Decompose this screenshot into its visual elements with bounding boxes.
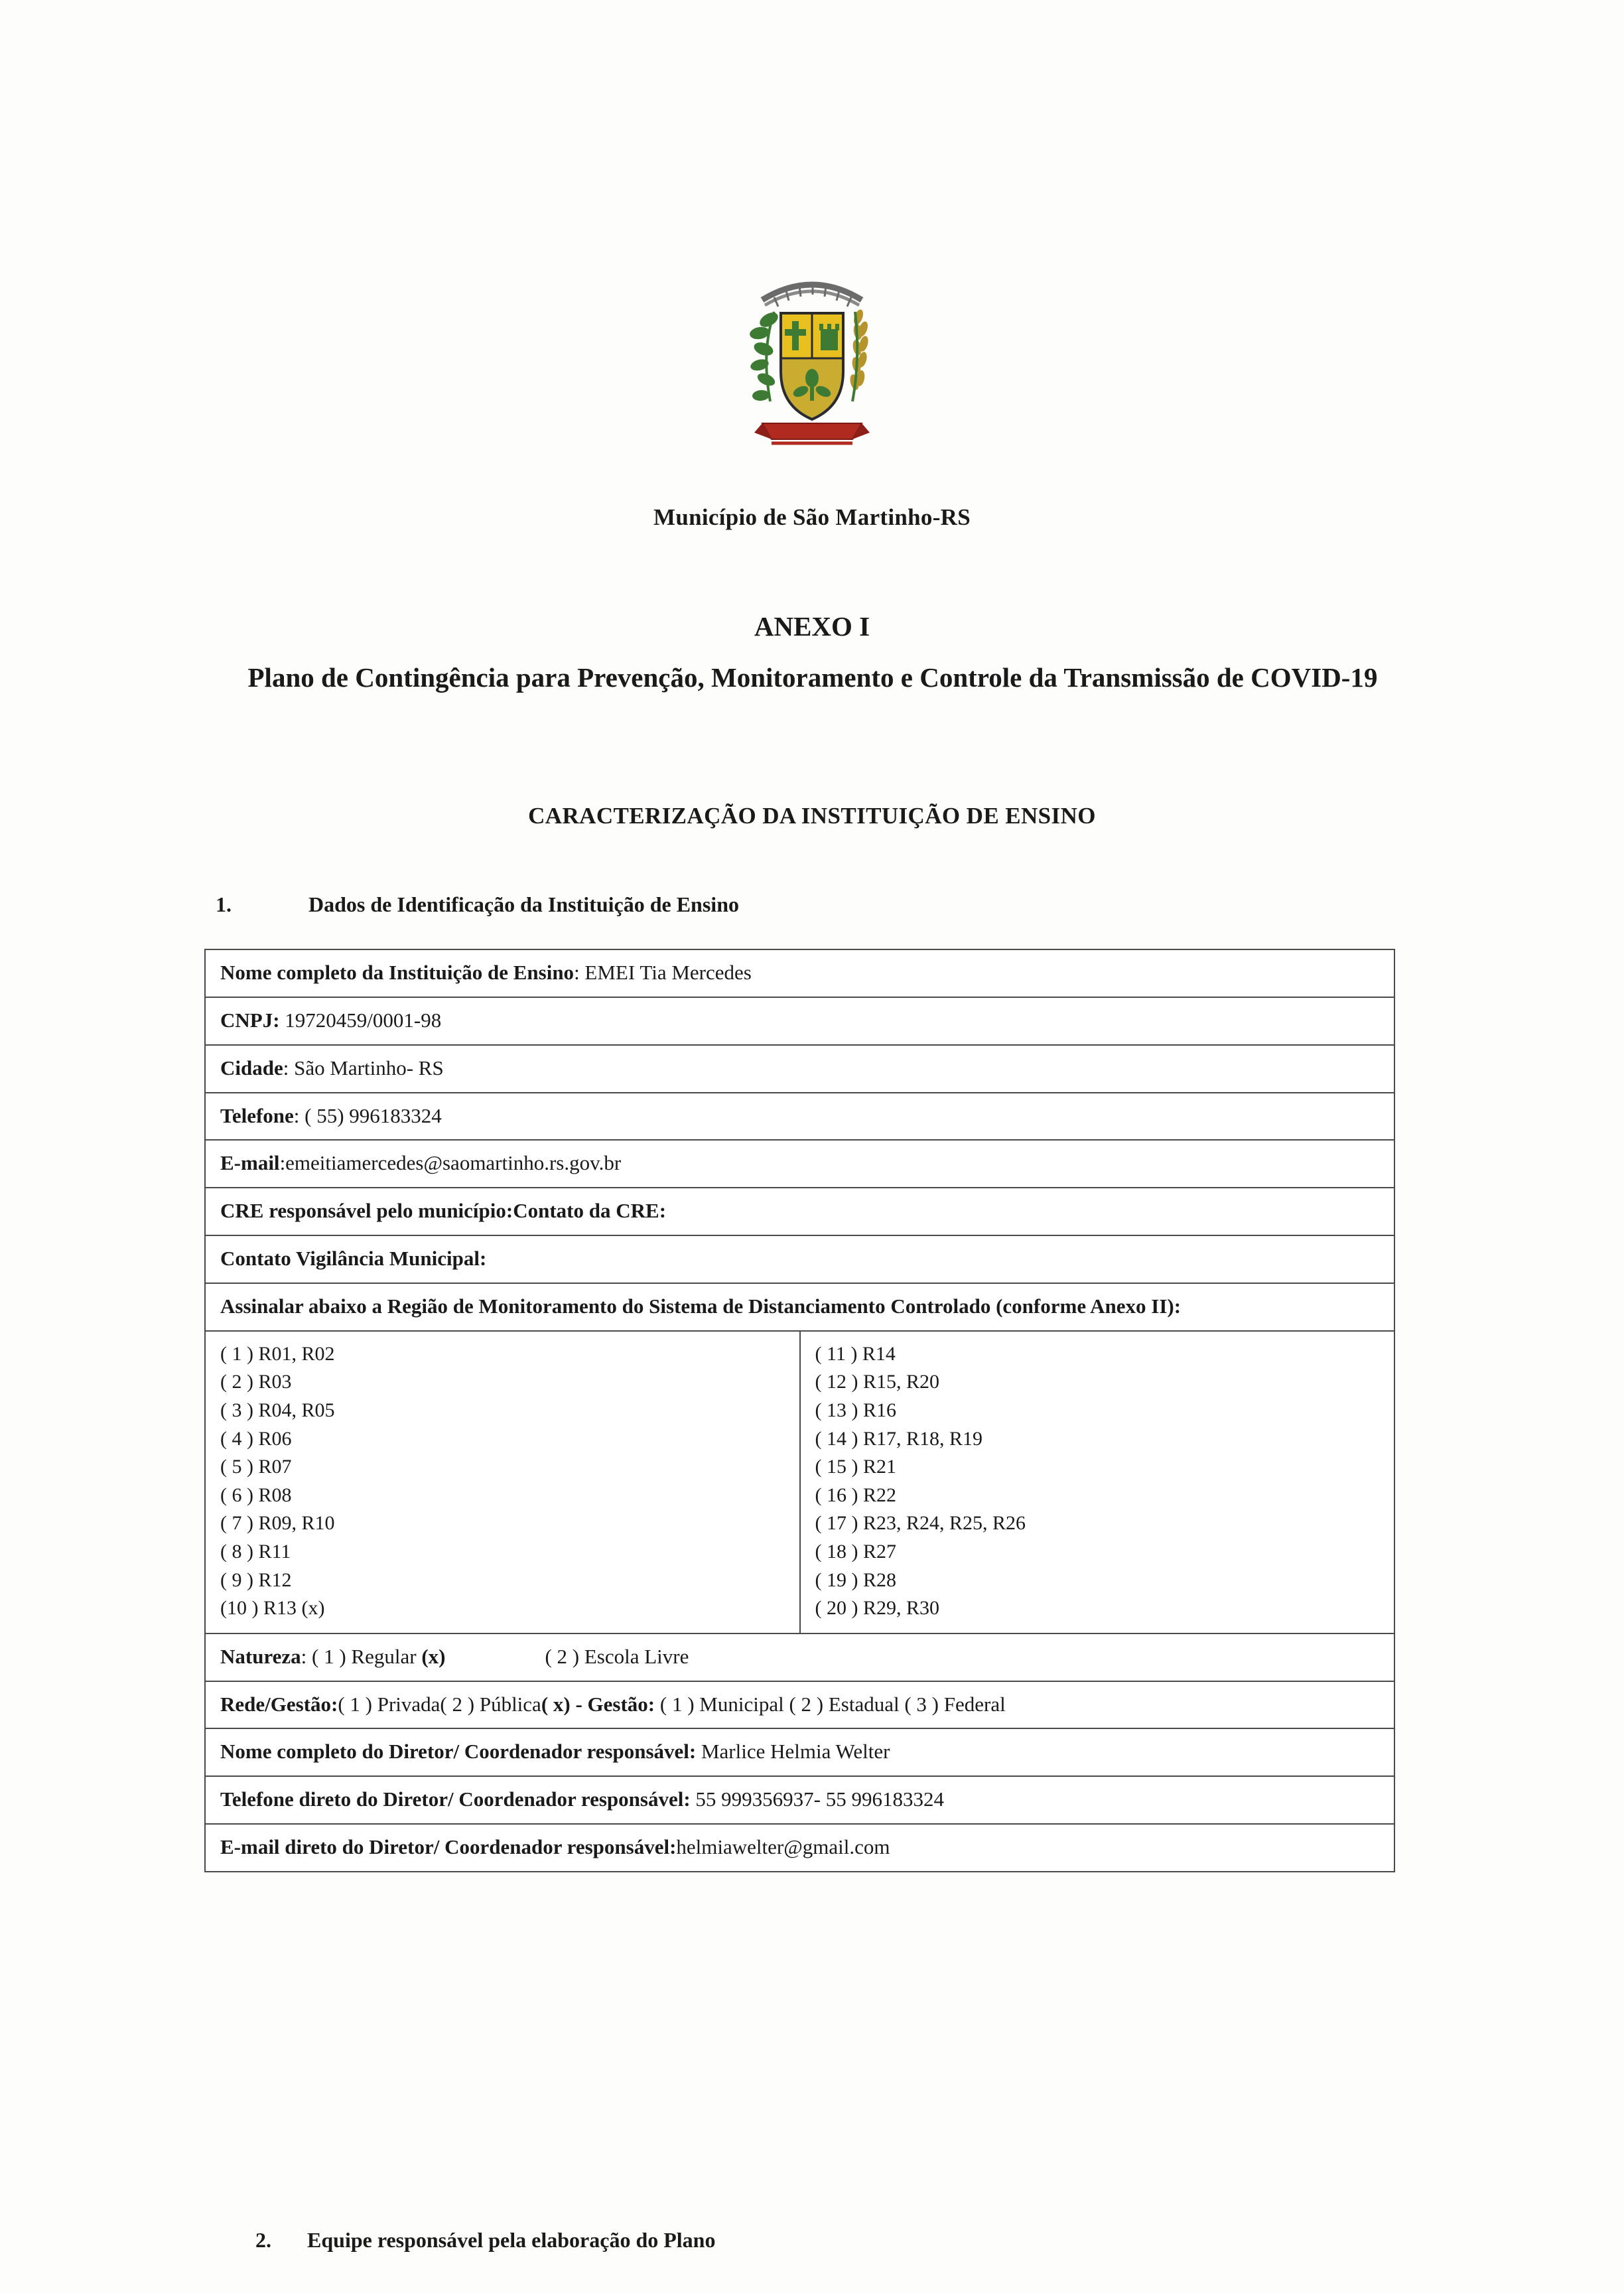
label-director-name: Nome completo do Diretor/ Coordenador responsável:	[220, 1740, 697, 1764]
coat-of-arms	[0, 265, 1624, 458]
region-option[interactable]: ( 14 ) R17, R18, R19	[815, 1427, 983, 1450]
region-option[interactable]: ( 13 ) R16	[815, 1399, 896, 1421]
section-1-heading	[216, 892, 739, 917]
value-email: :emeitiamercedes@saomartinho.rs.gov.br	[279, 1151, 622, 1175]
table-row	[205, 1045, 1394, 1093]
label-email: E-mail	[220, 1151, 280, 1175]
table-row	[205, 949, 1394, 997]
region-option[interactable]: ( 18 ) R27	[815, 1540, 896, 1563]
row-cre	[205, 1188, 1394, 1235]
section-2-label: Equipe responsável pela elaboração do Plano	[307, 2228, 716, 2252]
region-option[interactable]: ( 16 ) R22	[815, 1484, 896, 1506]
row-health-surveillance	[205, 1235, 1394, 1283]
row-network-management	[205, 1681, 1394, 1729]
label-phone: Telefone	[220, 1103, 294, 1127]
label-region-instruction: Assinalar abaixo a Região de Monitoramento do Sistema de Distanciamento Controlado (conforme Anexo II):	[220, 1294, 1182, 1318]
row-director-email	[205, 1824, 1394, 1872]
network-checkmark[interactable]: ( x) - Gestão:	[541, 1692, 655, 1716]
row-director-name	[205, 1728, 1394, 1776]
region-option[interactable]: ( 19 ) R28	[815, 1568, 896, 1591]
annex-title: ANEXO I	[754, 611, 870, 642]
label-cre-contact: Contato da CRE:	[513, 1199, 667, 1223]
label-city: Cidade	[220, 1056, 283, 1079]
region-option[interactable]: ( 3 ) R04, R05	[220, 1399, 335, 1421]
table-row	[205, 1188, 1394, 1235]
plan-title: Plano de Contingência para Prevenção, Monitoramento e Controle da Transmissão de COVID-19	[247, 662, 1378, 693]
label-nature: Natureza	[220, 1644, 301, 1668]
value-city: : São Martinho- RS	[283, 1056, 444, 1079]
value-director-name: Marlice Helmia Welter	[696, 1740, 890, 1764]
section-2-number: 2.	[255, 2228, 271, 2252]
label-health-surveillance: Contato Vigilância Municipal:	[220, 1247, 487, 1271]
value-cnpj: 19720459/0001-98	[279, 1008, 442, 1032]
row-cnpj	[205, 997, 1394, 1045]
label-institution-name: Nome completo da Instituição de Ensino	[220, 961, 575, 984]
section-1-number: 1.	[216, 892, 232, 916]
region-list-2	[815, 1340, 1383, 1623]
value-network-a[interactable]: ( 1 ) Privada( 2 ) Pública	[338, 1692, 541, 1716]
region-option-selected[interactable]: (10 ) R13 (x)	[220, 1597, 325, 1620]
section-1-label: Dados de Identificação da Instituição de Ensino	[308, 892, 739, 916]
region-list-1	[220, 1340, 787, 1623]
crest-graphic	[722, 265, 902, 458]
table-row	[205, 1093, 1394, 1141]
label-network: Rede/Gestão:	[220, 1692, 338, 1716]
region-option[interactable]: ( 9 ) R12	[220, 1568, 292, 1591]
table-row	[205, 1140, 1394, 1188]
label-director-email: E-mail direto do Diretor/ Coordenador responsável:	[220, 1835, 677, 1859]
region-column-2	[800, 1331, 1395, 1633]
region-option[interactable]: ( 4 ) R06	[220, 1427, 292, 1450]
region-option[interactable]: ( 20 ) R29, R30	[815, 1597, 939, 1620]
region-column-1	[205, 1331, 800, 1633]
region-option[interactable]: ( 11 ) R14	[815, 1342, 896, 1365]
table-row	[205, 997, 1394, 1045]
region-option[interactable]: ( 2 ) R03	[220, 1371, 292, 1393]
nature-checkmark[interactable]: (x)	[421, 1644, 446, 1668]
region-option[interactable]: ( 1 ) R01, R02	[220, 1342, 335, 1365]
region-option[interactable]: ( 15 ) R21	[815, 1456, 896, 1478]
table-row	[205, 1331, 1394, 1633]
value-phone: : ( 55) 996183324	[293, 1103, 442, 1127]
region-option[interactable]: ( 7 ) R09, R10	[220, 1512, 335, 1535]
row-director-phone	[205, 1776, 1394, 1824]
row-nature	[205, 1633, 1394, 1681]
table-row	[205, 1681, 1394, 1729]
table-row	[205, 1633, 1394, 1681]
row-email	[205, 1140, 1394, 1188]
table-row	[205, 1235, 1394, 1283]
row-region-instruction	[205, 1283, 1394, 1331]
value-nature: : ( 1 ) Regular	[301, 1644, 422, 1668]
label-cre: CRE responsável pelo município:	[220, 1199, 513, 1223]
region-option[interactable]: ( 5 ) R07	[220, 1456, 292, 1478]
table-row	[205, 1283, 1394, 1331]
table-row	[205, 1728, 1394, 1776]
region-option[interactable]: ( 17 ) R23, R24, R25, R26	[815, 1512, 1026, 1535]
row-city	[205, 1045, 1394, 1093]
region-option[interactable]: ( 8 ) R11	[220, 1540, 291, 1563]
label-director-phone: Telefone direto do Diretor/ Coordenador responsável:	[220, 1787, 691, 1811]
label-cnpj: CNPJ:	[220, 1008, 280, 1032]
characterization-heading: CARACTERIZAÇÃO DA INSTITUIÇÃO DE ENSINO	[528, 803, 1096, 829]
value-director-phone: 55 999356937- 55 996183324	[690, 1787, 944, 1811]
region-option[interactable]: ( 6 ) R08	[220, 1484, 292, 1506]
table-row	[205, 1776, 1394, 1824]
row-institution-name	[205, 949, 1394, 997]
municipality-title: Município de São Martinho-RS	[653, 504, 971, 530]
region-option[interactable]: ( 12 ) R15, R20	[815, 1371, 939, 1393]
nature-option-2[interactable]: ( 2 ) Escola Livre	[545, 1644, 689, 1668]
value-director-email: helmiawelter@gmail.com	[676, 1835, 890, 1859]
value-institution-name: : EMEI Tia Mercedes	[574, 961, 752, 984]
row-phone	[205, 1093, 1394, 1141]
identification-table	[204, 949, 1395, 1872]
section-2-heading	[255, 2228, 715, 2253]
value-network-b[interactable]: ( 1 ) Municipal ( 2 ) Estadual ( 3 ) Federal	[655, 1692, 1006, 1716]
table-row	[205, 1824, 1394, 1872]
